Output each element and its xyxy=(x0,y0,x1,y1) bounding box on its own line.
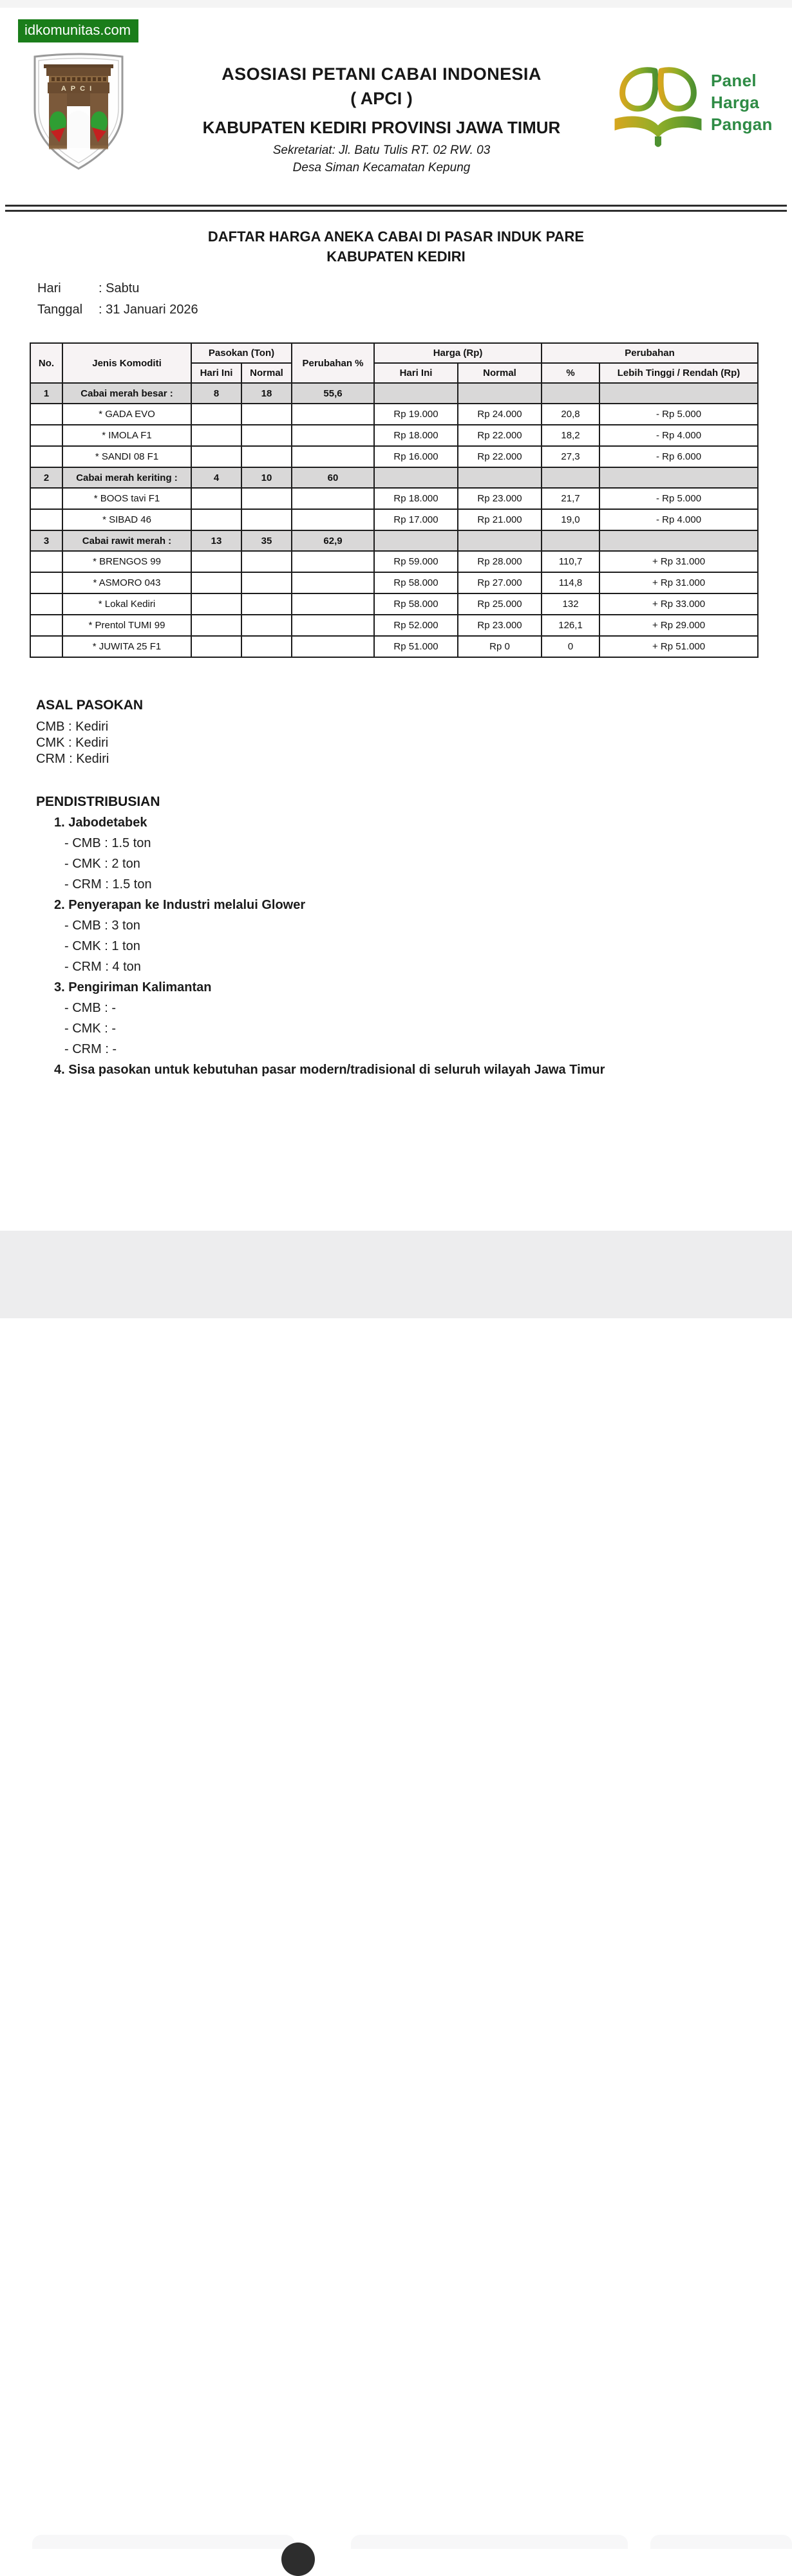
cell-harga-normal: Rp 27.000 xyxy=(458,572,542,593)
cell-pasokan-hari-ini: 13 xyxy=(191,530,241,551)
date-label: Tanggal xyxy=(37,303,83,317)
cell-selisih xyxy=(599,383,758,404)
cell-selisih: - Rp 5.000 xyxy=(599,488,758,509)
cell-no: 3 xyxy=(30,530,62,551)
letterhead xyxy=(151,64,612,175)
pendistribusian-item: - CMK : 2 ton xyxy=(64,857,140,871)
item-row xyxy=(30,488,758,509)
item-row xyxy=(30,593,758,615)
cell-no xyxy=(30,425,62,446)
cell-harga-hari-ini: Rp 18.000 xyxy=(374,425,458,446)
cell-selisih: - Rp 6.000 xyxy=(599,446,758,467)
panel-harga-pangan-logo xyxy=(609,59,773,153)
cell-harga-normal xyxy=(458,383,542,404)
cell-pasokan-normal xyxy=(241,551,292,572)
cell-pct: 18,2 xyxy=(542,425,599,446)
category-row xyxy=(30,530,758,551)
panel-logo-text-line3: Pangan xyxy=(711,115,773,134)
org-name-line3: KABUPATEN KEDIRI PROVINSI JAWA TIMUR xyxy=(202,118,561,137)
cell-selisih: + Rp 29.000 xyxy=(599,615,758,636)
price-table-body xyxy=(30,383,758,657)
cell-selisih xyxy=(599,530,758,551)
top-margin-band xyxy=(0,0,792,8)
cell-selisih: - Rp 4.000 xyxy=(599,509,758,530)
cell-perubahan-pct xyxy=(292,425,374,446)
cell-jenis-komoditi: Cabai rawit merah : xyxy=(62,530,191,551)
cell-perubahan-pct xyxy=(292,509,374,530)
document-title xyxy=(0,227,792,266)
cell-pasokan-hari-ini xyxy=(191,404,241,425)
pendistribusian-item: - CMK : - xyxy=(64,1022,116,1036)
cell-pasokan-normal xyxy=(241,615,292,636)
col-header-harga-normal: Normal xyxy=(458,363,542,383)
asal-pasokan-list xyxy=(36,719,143,767)
cell-pasokan-hari-ini xyxy=(191,425,241,446)
cell-pct xyxy=(542,467,599,488)
asal-pasokan-heading: ASAL PASOKAN xyxy=(36,698,144,713)
cell-harga-hari-ini: Rp 17.000 xyxy=(374,509,458,530)
cell-perubahan-pct xyxy=(292,572,374,593)
cell-jenis-komoditi: * SIBAD 46 xyxy=(62,509,191,530)
cell-jenis-komoditi: Cabai merah keriting : xyxy=(62,467,191,488)
cell-pasokan-hari-ini: 8 xyxy=(191,383,241,404)
cell-pasokan-hari-ini xyxy=(191,488,241,509)
cell-harga-normal: Rp 21.000 xyxy=(458,509,542,530)
col-header-harga-hari-ini: Hari Ini xyxy=(374,363,458,383)
document-title-line2: KABUPATEN KEDIRI xyxy=(326,248,466,265)
cell-harga-hari-ini: Rp 59.000 xyxy=(374,551,458,572)
pendistribusian-group-title: 3. Pengiriman Kalimantan xyxy=(54,980,212,994)
cell-harga-normal: Rp 25.000 xyxy=(458,593,542,615)
pendistribusian-heading: PENDISTRIBUSIAN xyxy=(36,794,160,809)
cell-pasokan-normal xyxy=(241,636,292,657)
cell-perubahan-pct: 62,9 xyxy=(292,530,374,551)
pendistribusian-item: - CRM : 4 ton xyxy=(64,960,141,974)
cell-pasokan-normal: 35 xyxy=(241,530,292,551)
next-page-card xyxy=(351,2535,628,2549)
org-address-line2: Desa Siman Kecamatan Kepung xyxy=(292,161,471,174)
cell-pasokan-normal xyxy=(241,488,292,509)
asal-pasokan-item: CMK : Kediri xyxy=(36,736,109,750)
asal-pasokan-section xyxy=(36,698,143,767)
col-header-no: No. xyxy=(30,343,62,383)
pendistribusian-item: - CMB : 1.5 ton xyxy=(64,836,151,850)
cell-pct: 126,1 xyxy=(542,615,599,636)
cell-pct: 27,3 xyxy=(542,446,599,467)
cell-jenis-komoditi: * SANDI 08 F1 xyxy=(62,446,191,467)
cell-no xyxy=(30,404,62,425)
date-value: : 31 Januari 2026 xyxy=(99,303,198,317)
cell-jenis-komoditi: * BOOS tavi F1 xyxy=(62,488,191,509)
svg-text:APCI: APCI xyxy=(61,85,97,93)
cell-pct: 110,7 xyxy=(542,551,599,572)
col-header-pct: % xyxy=(542,363,599,383)
cell-perubahan-pct xyxy=(292,446,374,467)
col-header-pasokan-normal: Normal xyxy=(241,363,292,383)
pendistribusian-item: - CRM : - xyxy=(64,1042,117,1056)
cell-harga-normal: Rp 28.000 xyxy=(458,551,542,572)
panel-logo-icon xyxy=(609,59,707,153)
col-header-harga-group: Harga (Rp) xyxy=(374,343,542,363)
col-header-perubahan-pct: Perubahan % xyxy=(292,343,374,383)
cell-no: 1 xyxy=(30,383,62,404)
cell-no xyxy=(30,446,62,467)
cell-harga-hari-ini: Rp 16.000 xyxy=(374,446,458,467)
cell-harga-hari-ini: Rp 51.000 xyxy=(374,636,458,657)
cell-harga-normal: Rp 23.000 xyxy=(458,615,542,636)
org-name-line1: ASOSIASI PETANI CABAI INDONESIA xyxy=(222,64,542,84)
cell-jenis-komoditi: * GADA EVO xyxy=(62,404,191,425)
cell-jenis-komoditi: * ASMORO 043 xyxy=(62,572,191,593)
pendistribusian-item: - CMK : 1 ton xyxy=(64,939,140,953)
item-row xyxy=(30,446,758,467)
cell-harga-hari-ini xyxy=(374,467,458,488)
avatar xyxy=(281,2543,315,2576)
cell-selisih: + Rp 33.000 xyxy=(599,593,758,615)
cell-pct: 114,8 xyxy=(542,572,599,593)
pendistribusian-section xyxy=(36,792,744,1080)
cell-pct: 132 xyxy=(542,593,599,615)
cell-no xyxy=(30,551,62,572)
cell-perubahan-pct xyxy=(292,615,374,636)
cell-no xyxy=(30,572,62,593)
double-rule-divider xyxy=(5,205,787,212)
cell-no xyxy=(30,615,62,636)
pendistribusian-group-title: 1. Jabodetabek xyxy=(54,816,147,830)
cell-selisih xyxy=(599,467,758,488)
cell-pct xyxy=(542,383,599,404)
pendistribusian-list xyxy=(36,812,744,1080)
org-name-line2: ( APCI ) xyxy=(350,89,413,108)
cell-pasokan-normal xyxy=(241,593,292,615)
cell-pct: 0 xyxy=(542,636,599,657)
cell-perubahan-pct: 55,6 xyxy=(292,383,374,404)
item-row xyxy=(30,615,758,636)
document-title-line1: DAFTAR HARGA ANEKA CABAI DI PASAR INDUK PARE xyxy=(207,229,585,245)
next-page-strip xyxy=(0,1231,792,1318)
cell-perubahan-pct xyxy=(292,404,374,425)
cell-harga-normal: Rp 0 xyxy=(458,636,542,657)
cell-pct: 19,0 xyxy=(542,509,599,530)
item-row xyxy=(30,551,758,572)
cell-harga-normal: Rp 24.000 xyxy=(458,404,542,425)
item-row xyxy=(30,509,758,530)
date-block xyxy=(37,281,198,324)
next-page-card xyxy=(32,2535,295,2549)
item-row xyxy=(30,636,758,657)
cell-pasokan-normal xyxy=(241,509,292,530)
panel-logo-text-line2: Harga xyxy=(711,93,760,112)
day-label: Hari xyxy=(37,281,61,295)
cell-pct: 20,8 xyxy=(542,404,599,425)
cell-selisih: - Rp 5.000 xyxy=(599,404,758,425)
panel-logo-text-line1: Panel xyxy=(711,71,757,90)
cell-pasokan-normal xyxy=(241,425,292,446)
pendistribusian-group-title: 2. Penyerapan ke Industri melalui Glower xyxy=(54,898,306,912)
cell-jenis-komoditi: * BRENGOS 99 xyxy=(62,551,191,572)
cell-jenis-komoditi: * JUWITA 25 F1 xyxy=(62,636,191,657)
cell-jenis-komoditi: * Lokal Kediri xyxy=(62,593,191,615)
next-page-card xyxy=(650,2535,792,2549)
cell-pasokan-hari-ini xyxy=(191,593,241,615)
cell-pct: 21,7 xyxy=(542,488,599,509)
cell-pasokan-normal: 10 xyxy=(241,467,292,488)
item-row xyxy=(30,572,758,593)
cell-pasokan-hari-ini xyxy=(191,509,241,530)
col-header-perubahan-group: Perubahan xyxy=(542,343,758,363)
cell-jenis-komoditi: * IMOLA F1 xyxy=(62,425,191,446)
col-header-pasokan-hari-ini: Hari Ini xyxy=(191,363,241,383)
asal-pasokan-item: CRM : Kediri xyxy=(36,752,109,766)
cell-pasokan-hari-ini xyxy=(191,615,241,636)
pendistribusian-group-title: 4. Sisa pasokan untuk kebutuhan pasar modern/tradisional di seluruh wilayah Jawa Timur xyxy=(54,1063,605,1077)
cell-pasokan-normal: 18 xyxy=(241,383,292,404)
cell-harga-hari-ini: Rp 19.000 xyxy=(374,404,458,425)
cell-pasokan-hari-ini xyxy=(191,636,241,657)
date-row xyxy=(37,303,198,317)
cell-pct xyxy=(542,530,599,551)
item-row xyxy=(30,404,758,425)
cell-harga-hari-ini: Rp 58.000 xyxy=(374,572,458,593)
apci-shield-logo xyxy=(27,50,130,173)
cell-selisih: + Rp 51.000 xyxy=(599,636,758,657)
cell-perubahan-pct xyxy=(292,488,374,509)
pendistribusian-item: - CRM : 1.5 ton xyxy=(64,877,152,891)
cell-jenis-komoditi: Cabai merah besar : xyxy=(62,383,191,404)
col-header-pasokan-group: Pasokan (Ton) xyxy=(191,343,292,363)
cell-perubahan-pct xyxy=(292,593,374,615)
cell-harga-normal xyxy=(458,467,542,488)
cell-harga-normal: Rp 22.000 xyxy=(458,425,542,446)
pendistribusian-item: - CMB : - xyxy=(64,1001,116,1015)
cell-harga-normal: Rp 22.000 xyxy=(458,446,542,467)
day-row xyxy=(37,281,198,296)
cell-selisih: + Rp 31.000 xyxy=(599,551,758,572)
col-header-selisih: Lebih Tinggi / Rendah (Rp) xyxy=(599,363,758,383)
category-row xyxy=(30,467,758,488)
cell-jenis-komoditi: * Prentol TUMI 99 xyxy=(62,615,191,636)
watermark-badge: idkomunitas.com xyxy=(18,19,138,42)
cell-no xyxy=(30,593,62,615)
cell-pasokan-normal xyxy=(241,446,292,467)
cell-no xyxy=(30,509,62,530)
category-row xyxy=(30,383,758,404)
cell-no xyxy=(30,636,62,657)
cell-harga-hari-ini: Rp 52.000 xyxy=(374,615,458,636)
cell-harga-hari-ini: Rp 18.000 xyxy=(374,488,458,509)
cell-pasokan-hari-ini xyxy=(191,446,241,467)
cell-selisih: + Rp 31.000 xyxy=(599,572,758,593)
cell-harga-hari-ini xyxy=(374,530,458,551)
item-row xyxy=(30,425,758,446)
cell-perubahan-pct xyxy=(292,636,374,657)
cell-pasokan-hari-ini xyxy=(191,551,241,572)
asal-pasokan-item: CMB : Kediri xyxy=(36,720,109,734)
cell-no xyxy=(30,488,62,509)
cell-harga-hari-ini xyxy=(374,383,458,404)
org-address-line1: Sekretariat: Jl. Batu Tulis RT. 02 RW. 03 xyxy=(272,144,491,157)
cell-no: 2 xyxy=(30,467,62,488)
cell-pasokan-normal xyxy=(241,404,292,425)
pendistribusian-item: - CMB : 3 ton xyxy=(64,919,140,933)
cell-pasokan-hari-ini: 4 xyxy=(191,467,241,488)
cell-pasokan-normal xyxy=(241,572,292,593)
cell-harga-normal: Rp 23.000 xyxy=(458,488,542,509)
cell-perubahan-pct: 60 xyxy=(292,467,374,488)
price-table xyxy=(30,342,759,658)
col-header-jenis-komoditi: Jenis Komoditi xyxy=(62,343,191,383)
cell-selisih: - Rp 4.000 xyxy=(599,425,758,446)
cell-perubahan-pct xyxy=(292,551,374,572)
cell-harga-normal xyxy=(458,530,542,551)
cell-harga-hari-ini: Rp 58.000 xyxy=(374,593,458,615)
day-value: : Sabtu xyxy=(99,281,140,295)
cell-pasokan-hari-ini xyxy=(191,572,241,593)
